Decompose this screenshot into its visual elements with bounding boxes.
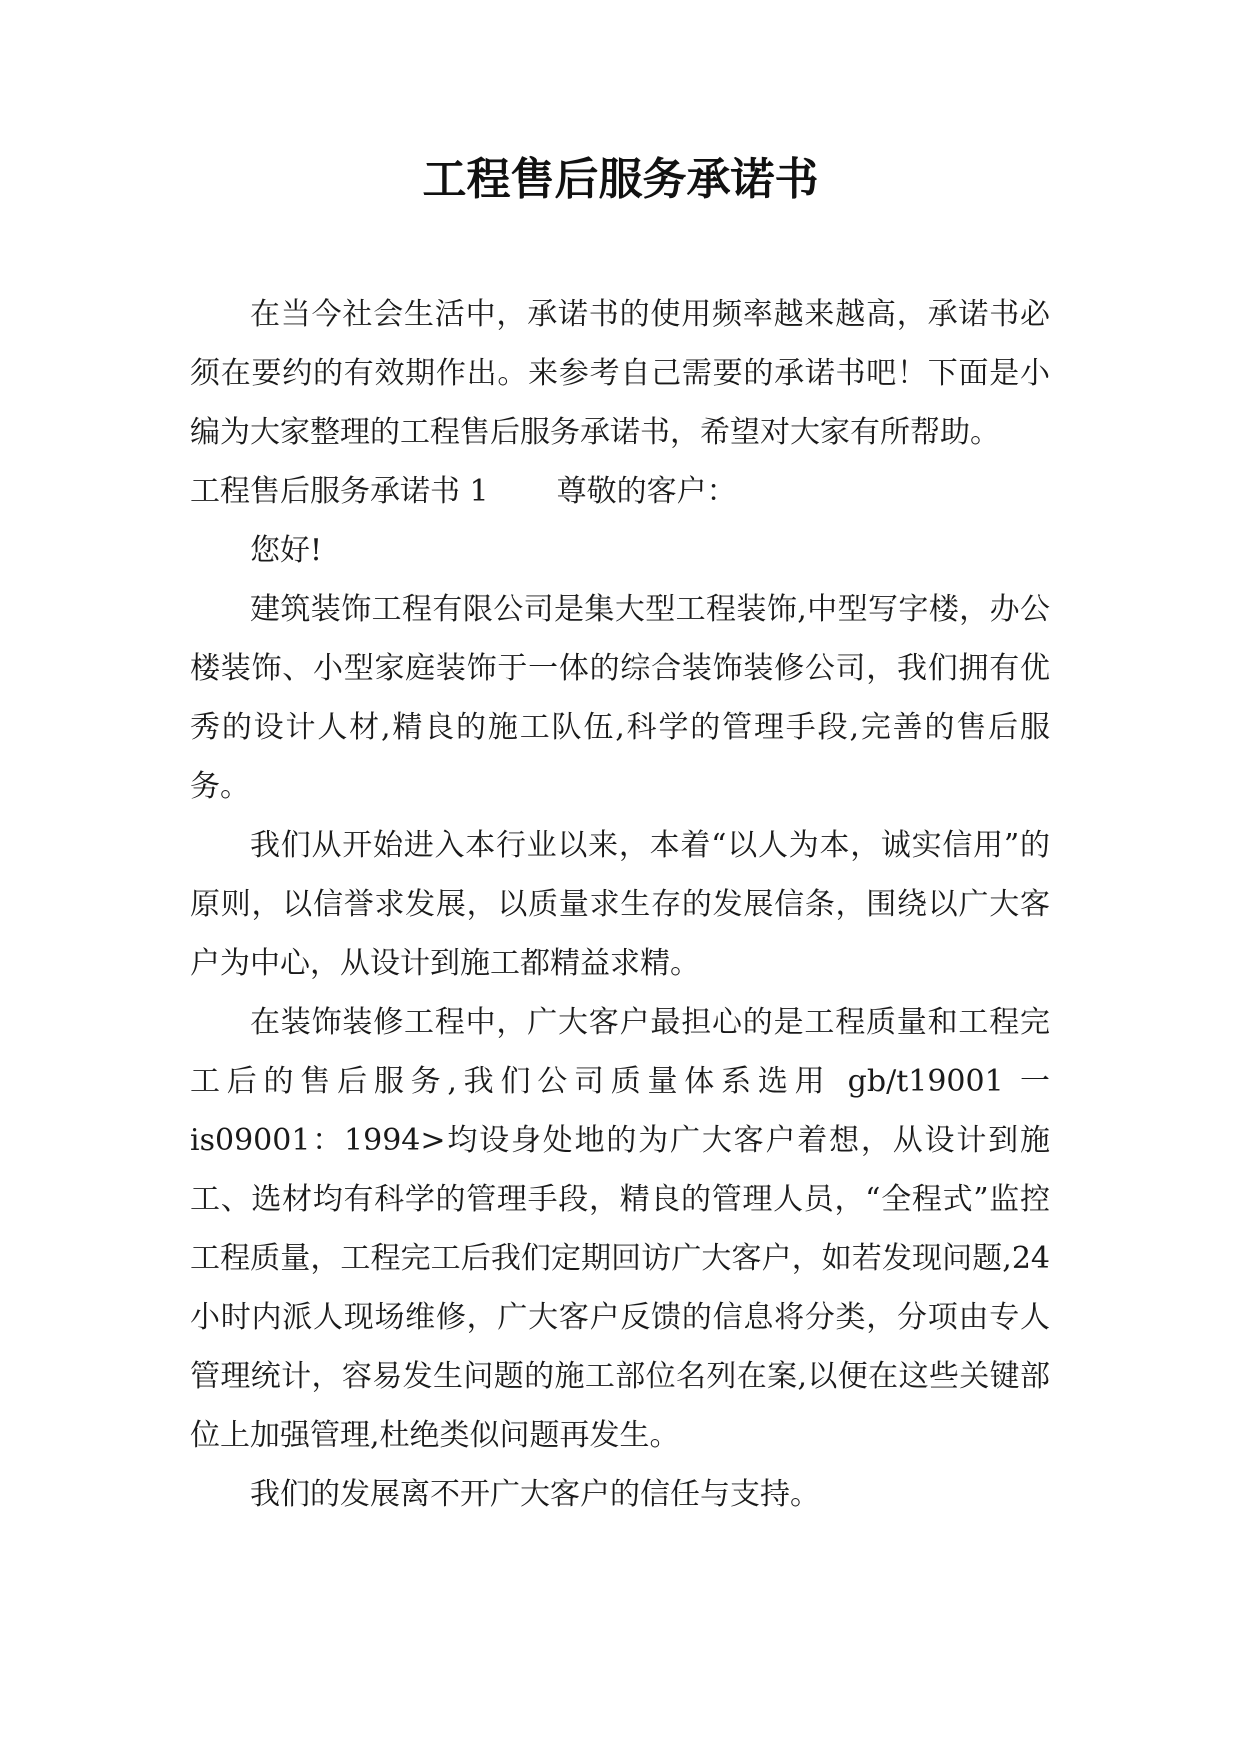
- document-body: [190, 285, 1050, 1524]
- body-paragraph: 建筑装饰工程有限公司是集大型工程装饰,中型写字楼，办公楼装饰、小型家庭装饰于一体的综合装饰装修公司，我们拥有优秀的设计人材,精良的施工队伍,科学的管理手段,完善的售后服务。: [190, 592, 1050, 804]
- salutation: 尊敬的客户：: [556, 474, 737, 509]
- body-paragraph: 我们从开始进入本行业以来，本着“以人为本，诚实信用”的原则，以信誉求发展，以质量求生存的发展信条，围绕以广大客户为中心，从设计到施工都精益求精。: [190, 828, 1050, 981]
- document-title: 工程售后服务承诺书: [422, 154, 819, 205]
- greeting: 您好!: [250, 533, 323, 568]
- body-paragraph: 在装饰装修工程中，广大客户最担心的是工程质量和工程完工后的售后服务,我们公司质量体系选用 gb/t19001 一is09001：1994>均设身处地的为广大客户着想，从设计到施工、选材均有科学的管理手段，精良的管理人员，“全程式”监控工程质量，工程完工后我们定期回访广大客户，如若发现问题,24 小时内派人现场维修，广大客户反馈的信息将分类，分项由专人管理统计，容易发生问题的施工部位名列在案,以便在这些关键部位上加强管理,杜绝类似问题再发生。: [190, 1005, 1050, 1453]
- section-heading: 工程售后服务承诺书 1: [190, 474, 489, 509]
- section-heading-line: [190, 462, 1050, 521]
- body-paragraph: 我们的发展离不开广大客户的信任与支持。: [250, 1477, 820, 1512]
- intro-paragraph: 在当今社会生活中，承诺书的使用频率越来越高，承诺书必须在要约的有效期作出。来参考自己需要的承诺书吧！下面是小编为大家整理的工程售后服务承诺书，希望对大家有所帮助。: [190, 297, 1050, 450]
